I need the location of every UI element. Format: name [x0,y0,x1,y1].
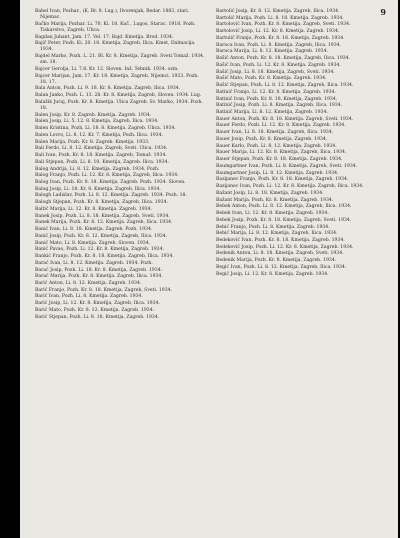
directory-entry: Banić Mato, Li. 8. Kmetija. Zagreb. Sloven. 1934. [35,240,151,246]
directory-entry: Batinić Josip, Pozh. Li. 8. Kmetija. Zagreb, Ilica. 1934. [216,103,343,109]
directory-entry: Barić Anton, Li. 8. 12. Kmetija. Zagreb. 1934. [35,280,142,286]
directory-entry: Baltić Marija, Li. 12. Kr. 8. Kmetija. Zagreb. 1934. [35,206,152,212]
directory-entry: Begić Ivan, Pozh. Li. 8. 12. Kmetija. Zagreb, Ilica. 1934. [216,264,347,270]
directory-entry: Batinić Franjo, Li. 12. Kr. 8. Kmetija. Zagreb. 1934. [216,89,336,95]
directory-entry: Bajcer Gerolja, Li. 7.8. Kr. 12. Sloven. Inž. Tehnik. 1934. ozm. [35,66,179,72]
directory-entry: Bebek Josip, Pozh. Kr. 8. 18. Kmetija, Zagreb, Sveti. 1934. [216,217,352,223]
directory-entry: Banić Josip, Pozh. Kr. 8. 12. Kmetija, Zagreb, Ilica. 1934. [35,233,168,239]
directory-entry: Balen Lovro, Li. 8. 12. Kr. 7. Kmetija, Pozh. Ilica. 1934. [35,132,163,138]
directory-entry: Bauer Stjepan, Pozh. Kr. 8. 18. Kmetija. Zagreb. 1934. [216,157,343,163]
directory-entry: Bajdel Marko, Pozh. L. 21. Bl. Kr. 8. Kmetija, Zagreb. Sveti Tomaž. 1934. sm. 18. [35,54,205,66]
directory-entry: Bašić Stjepan, Pozh. Li. 8. 12. Kmetija, Zagreb, Ilica. 1934. [216,83,354,89]
directory-entry: Balan Janko, Pozh. L. 13. 28. Kr. 8. Kmetija, Zagreb, Sloven. 1934. Lug. [35,93,202,99]
directory-entry: Bašić Josip, Li. 8. 18. Kmetija, Zagreb, Sveti. 1934. [216,69,335,75]
directory-entry: Baumgartner Josip, Li. 8. 12. Kmetija. Zagreb. 1934. [216,170,339,176]
directory-entry: Bauer Ferdo, Pozh. Li. 12. Kr. 8. Kmetija, Zagreb. 1934. [216,123,346,129]
directory-entry: Balen Marija, Pozh. Kr. 8. Zagreb. Kmetija. 1933. [35,139,150,145]
directory-entry: Bedeković Josip, Pozh. Li. 12. Kr. 8. Kmetija, Zagreb. 1934. [216,244,354,250]
directory-entry: Bebić Marija, Li. 8. 12. Kmetija, Zagreb, Ilica. 1934. [216,231,338,237]
directory-entry: Barać Marija, Pozh. Kr. 8. Kmetija. Zagreb, Ilica. 1934. [35,274,163,280]
directory-entry: Bebek Anton, Pozh. Li. 8. 12. Kmetija, Zagreb, Ilica. 1934. [216,204,352,210]
directory-entry: Bali Ferdo, Li. 8. 12. Kmetija. Zagreb, Sveti. Ulica. 1934. [35,146,168,152]
directory-entry: Barić Josip, Li. 12. Kr. 8. Kmetija, Zagreb, Ilica. 1934. [35,301,160,307]
directory-entry: Banek Marija, Pozh. Kr. 8. 12. Kmetija. Zagreb, Ilica. 1934. [35,220,173,226]
directory-entry: Babel Ivan, Pozhar., (K. Br. 8. Lug.), Ilvorenjak, Redar. 1883, stari. Nijemac. [35,9,190,21]
directory-entry: Barić Ivan, Pozh. Li. 8. Kmetija. Zagreb. 1934. [35,294,143,300]
directory-entry: Bebek Ivan, Li. 12. Kr. 8. Kmetija. Zagreb. 1934. [216,211,329,217]
directory-entry: Barić Mato, Pozh. Kr. 8. 12. Kmetija. Zagreb. 1934. [35,307,155,313]
directory-entry: Bajič Peter, Pozh. Ki. 20. 18. Kmetija, Zagreb, Ilica. Kmet, Dalmacija. 1934. [35,41,196,53]
directory-entry: Bedeković Ivan, Pozh. Kr. 8. 18. Kmetija. Zagreb. 1934. [216,237,345,243]
directory-entry: Bankić Franjo, Pozh. Kr. 8. 18. Kmetija. Zagreb, Ilica. 1934. [35,254,174,260]
directory-entry: Barić Franjo, Pozh. Kr. 8. 18. Kmetija, Zagreb, Sveti. 1934. [35,287,173,293]
directory-entry: Bali Ivan, Pozh. Kr. 8. 18. Kmetija. Zagreb, Tomaž. 1934. [35,153,167,159]
directory-entry: Bauer Anton, Pozh. Kr. 8. 18. Kmetija. Zagreb, Sveti. 1934. [216,116,354,122]
directory-entry: Balogh Stjepan, Pozh. Kr. 8. Kmetija, Zagreb, Ilica. 1934. [35,200,168,206]
directory-entry: Bedenik Marija, Pozh. Kr. 8. Kmetija, Zagreb. 1934. [216,258,337,264]
directory-entry: Balogh Ladislav, Pozh. Li. 8. 12. Kmetija. Zagreb. 1934. Pozh. 18. [35,193,187,199]
directory-entry: Barać Josip, Pozh. Li. 18. Kr. 8. Kmetija, Zagreb. 1934. [35,267,163,273]
directory-entry: Bauer Marija, Li. 12. Kr. 8. Kmetija, Zagreb, Ilica. 1934. [216,150,347,156]
directory-entry: Bajcer Marijan, Jam. 17. Kr. 18. Kmetija, Zagreb, Nijemci. 1933. Pozh. 18. 17. [35,73,199,85]
directory-entry: Balog Ivan, Pozh. Kr. 8. 18. Kmetija. Zagreb. Pozh. 1934. Sloven. [35,179,186,185]
directory-entry: Batinić Marija, Li. 8. 12. Kmetija, Zagreb. 1934. [216,110,328,116]
directory-entry: Balog Josip, Li. 18. Kr. 8. Kmetija, Zagreb, Ilica. 1934. [35,186,161,192]
directory-entry: Bagdan Juhant, Jam. 17. Vel. 17. Bajd. Kmetija. Brod. 1934. [35,34,174,40]
directory-entry: Balažik Juraj, Pozh. Kr. 8. Kmetija. Ulica Zagreb. Sv. Marko, 1934. Pozh. 18. [35,99,203,111]
directory-entry: Barać Ivan, Li. 8. 12. Kmetija. Zagreb. 1934. Pozh. [35,260,153,266]
directory-entry: Bebić Franjo, Pozh. Li. 8. Kmetija. Zagreb. 1934. [216,224,330,230]
directory-entry: Balog Andrija, Li. 8. 12. Kmetija. Zagreb. 1934. Pozh. [35,166,160,172]
directory-entry: Baumgartner Ivan, Pozh. Li. 8. Kmetija, Zagreb, Sveti. 1934. [216,163,358,169]
left-column [35,9,205,321]
directory-entry: Bačko Marija, Pozhar. Li. 70. Ki. 18. Kuč., Lugos, Starac. 1918. Pozh. Tiskarstvo, Zagreb, Ulica. [35,21,196,33]
directory-entry: Bazijanec Franjo, Pozh. Kr. 8. 18. Kmetija, Zagreb. 1934. [216,177,349,183]
directory-entry: Begić Josip, Li. 12. Kr. 8. Kmetija, Zagreb. 1934. [216,271,329,277]
directory-entry: Bauer Josip, Pozh. Kr. 8. Kmetija, Zagreb. 1934. [216,136,328,142]
page-number: 9 [380,7,386,17]
directory-entry: Bartolović Josip, Li. 12. Kr. 8. Kmetija. Zagreb. 1934. [216,29,340,35]
directory-entry: Balen Josip, Li. 5. 12. 8. Kmetija, Zagreb, Ilica. 1934. [35,119,159,125]
directory-entry: Bali Stjepan, Pozh. Li. 8. 10. Kmetija, Zagreb. Ilica. 1934. [35,159,169,165]
directory-entry: Bažant Marija, Pozh. Kr. 8. Kmetija. Zagreb. 1934. [216,197,334,203]
directory-entry: Bedenik Anton, Li. 8. 18. Kmetija. Zagreb, Sveti. 1934. [216,251,344,257]
directory-entry: Bauer Ivan, Li. 8. 18. Kmetija. Zagreb, Ilica. 1934. [216,130,334,136]
book-page [20,0,398,538]
directory-entry: Baruca Ivan, Pozh. Li. 8. Kmetija. Zagreb, Ilica. 1934. [216,42,342,48]
directory-entry: Banić Ivan, Li. 8. 18. Kmetija. Zagreb. Pozh. 1934. [35,227,153,233]
directory-entry: Bauer Karlo, Pozh. Li. 8. 12. Kmetija. Zagreb. 1934. [216,143,337,149]
directory-entry: Balen Kristina, Pozh. Li. 18. 8. Kmetija. Zagreb. Ulica. 1934. [35,126,176,132]
directory-entry: Barić Stjepan, Pozh. Li. 8. 18. Kmetija, Zagreb. 1934. [35,314,160,320]
directory-entry: Bažant Josip, Li. 8. 18. Kmetija, Zagreb. 1934. [216,190,324,196]
directory-entry: Balen Josip, Kr. 8. Zagreb. Kmetija. Zagreb. 1934. [35,112,152,118]
directory-entry: Bašić Ivan, Pozh. Li. 12. Kr. 8. Kmetija. Zagreb. 1934. [216,62,341,68]
directory-entry: Bazijanec Ivan, Pozh. Li. 12. Kr. 8. Kmetija. Zagreb, Ilica. 1934. [216,184,364,190]
directory-entry: Bašić Anton, Pozh. Kr. 8. 18. Kmetija, Zagreb, Ilica. 1934. [216,56,351,62]
directory-entry: Balog Franjo, Pozh. Li. 12. Kr. 8. Kmetija, Zagreb, Ilica. 1934. [35,173,179,179]
directory-entry: Batinić Ivan, Pozh. Kr. 8. 18. Kmetija, Zagreb. 1934. [216,96,338,102]
directory-entry: Bala Anton, Pozh. Li. 9. 18. Kr. 8. Kmetija. Zagreb, Ilica. 1934. [35,86,181,92]
directory-entry: Bartulić Franjo, Pozh. Kr. 8. 18. Kmetija, Zagreb. 1934. [216,35,345,41]
directory-entry: Bartolić Marija, Pozh. Li. 8. 18. Kmetija. Zagreb. 1934. [216,15,344,21]
directory-entry: Banek Josip, Pozh. Li. 8. 18. Kmetija, Zagreb, Sveti. 1934. [35,213,170,219]
directory-entry: Bartolić Josip, Kr. 8. 12. Kmetija. Zagreb, Ilica. 1934. [216,9,340,14]
directory-entry: Baruca Marija, Li. 8. 12. Kmetija. Zagreb. 1934. [216,49,328,55]
directory-entry: Banić Pavao, Pozh. Li. 12. Kr. 8. Kmetija, Zagreb. 1934. [35,247,164,253]
right-column [216,9,386,278]
directory-entry: Bartolović Ivan, Pozh. Kr. 8. Kmetija, Zagreb, Sveti. 1934. [216,22,351,28]
directory-entry: Bašić Mato, Pozh. Kr. 8. Kmetija. Zagreb. 1934. [216,76,327,82]
